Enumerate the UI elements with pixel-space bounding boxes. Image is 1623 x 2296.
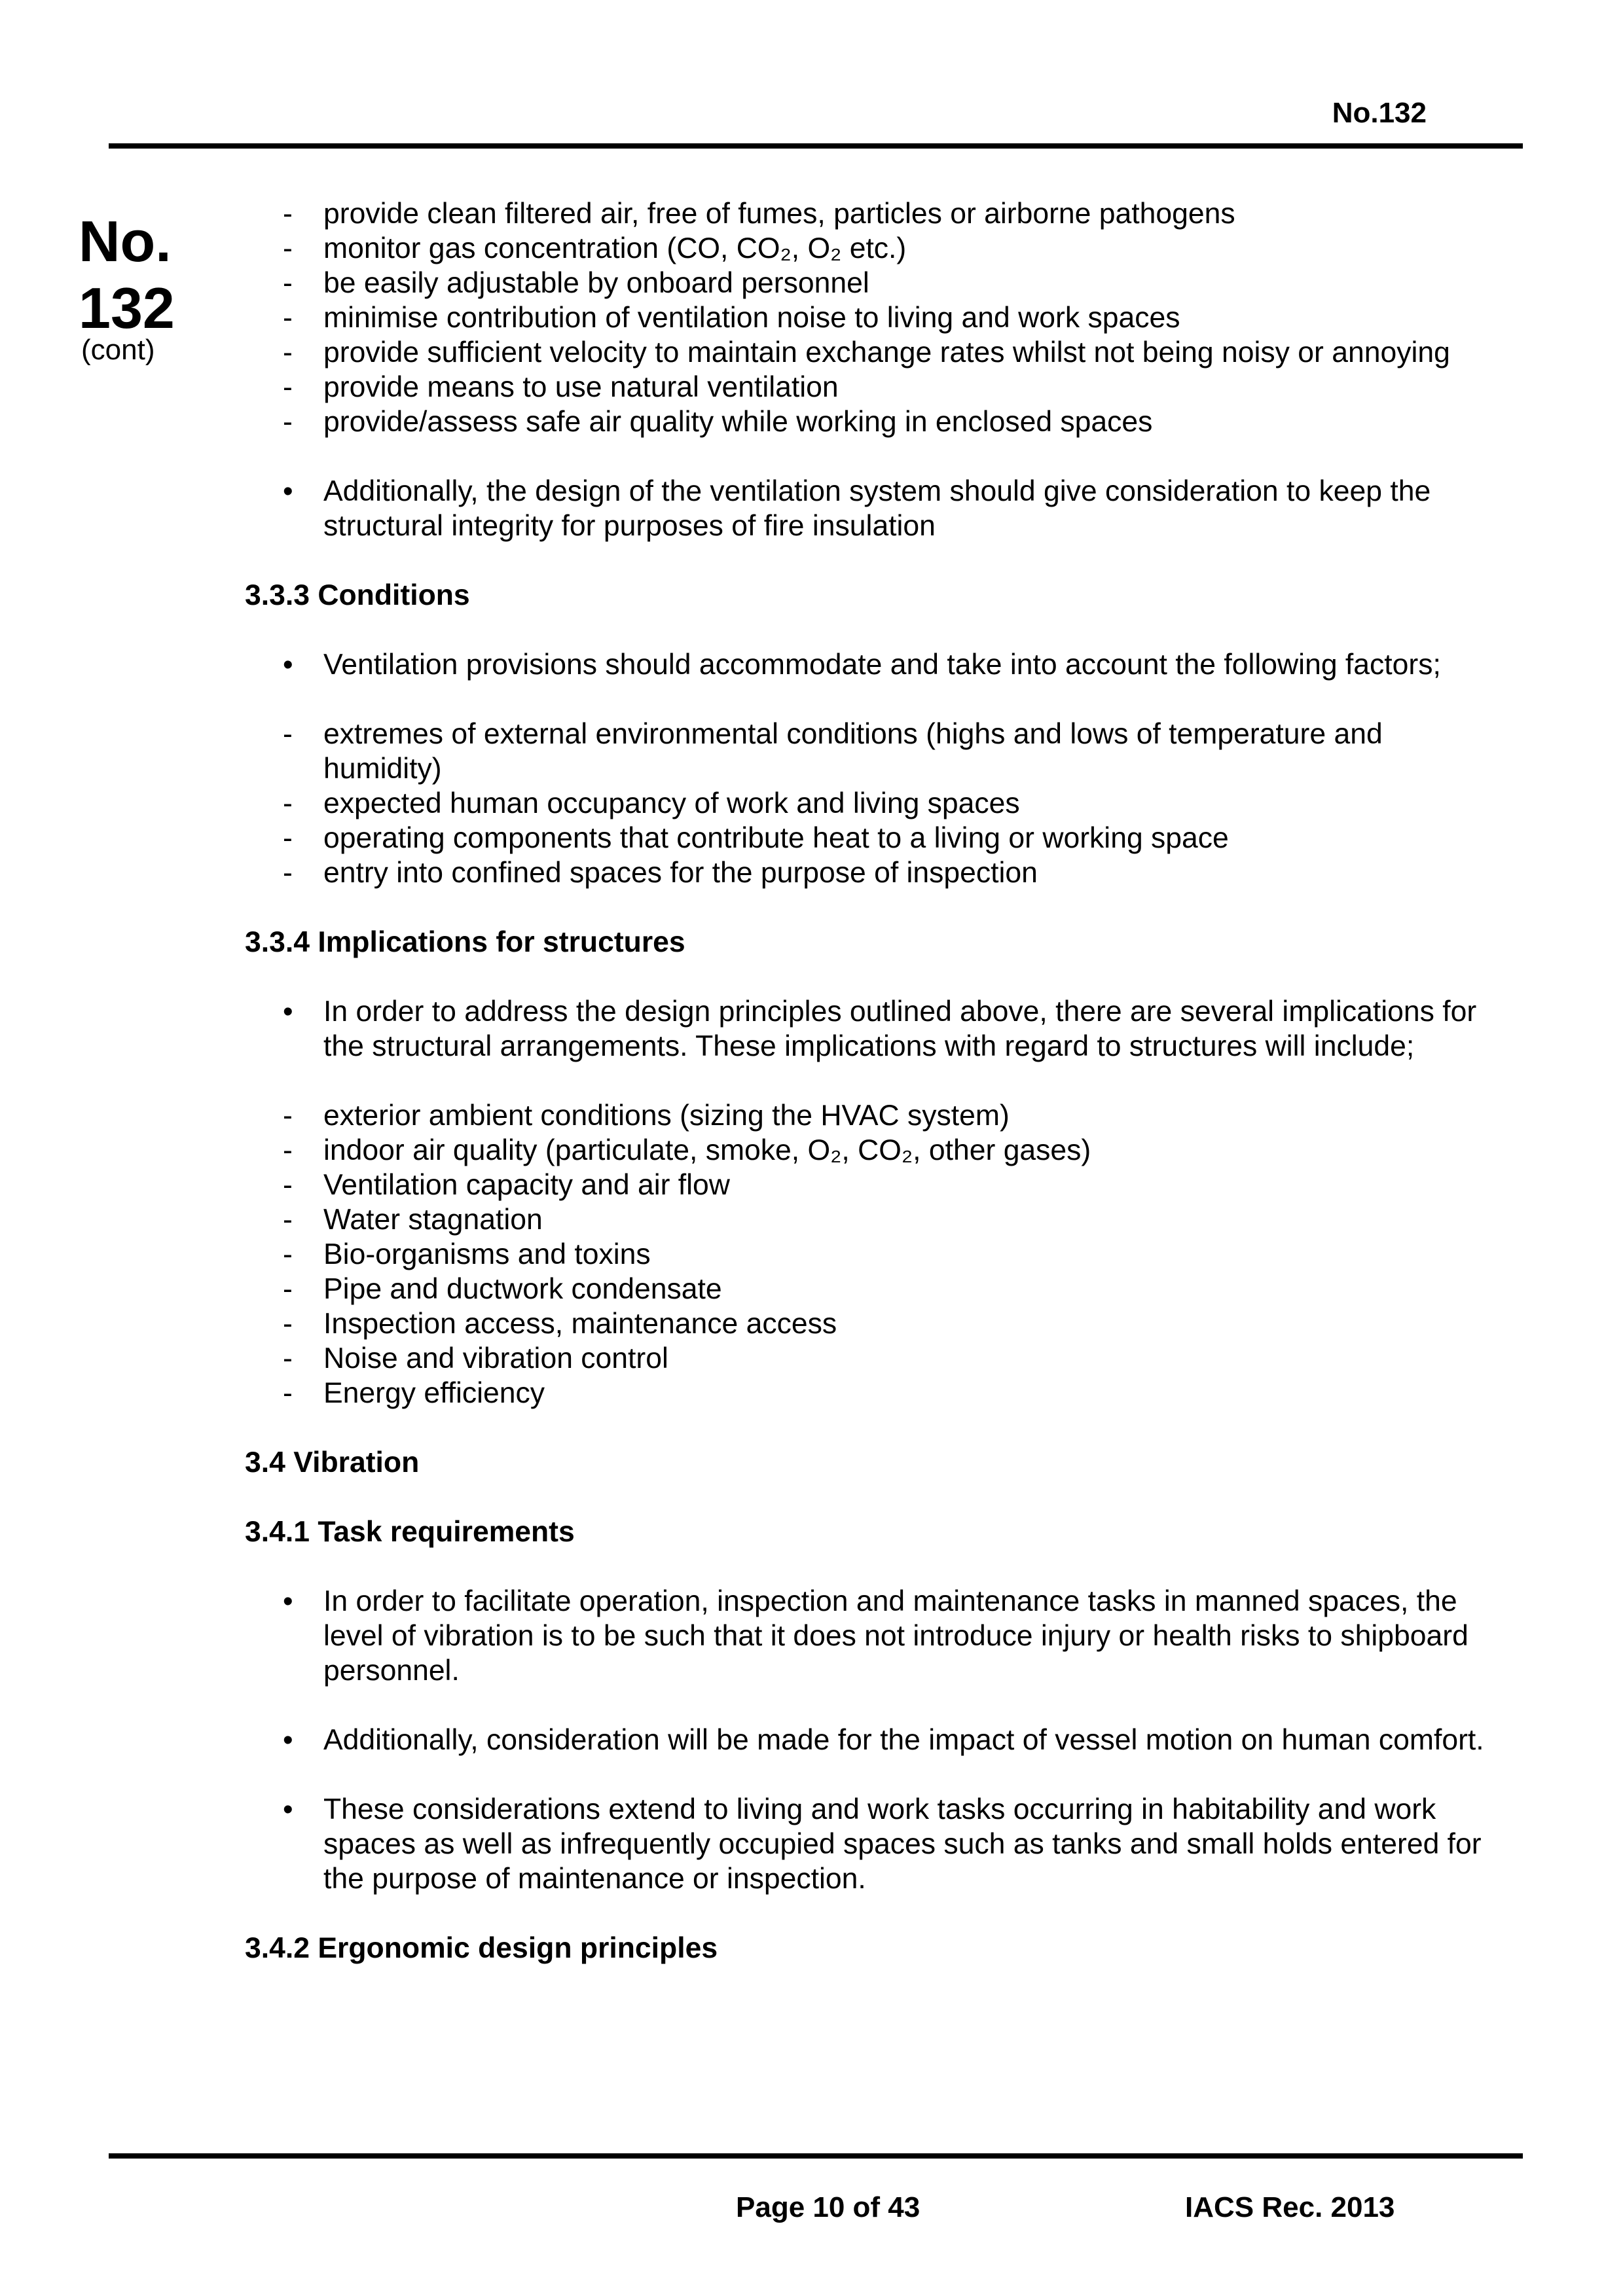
list-item: - indoor air quality (particulate, smoke, O₂, CO₂, other gases): [245, 1133, 1489, 1168]
list-item: - be easily adjustable by onboard personnel: [245, 266, 1489, 300]
list-item: - Ventilation capacity and air flow: [245, 1168, 1489, 1202]
list-item: - provide means to use natural ventilation: [245, 370, 1489, 404]
list-item: - minimise contribution of ventilation noise to living and work spaces: [245, 300, 1489, 335]
header-doc-number: No.132: [1332, 97, 1427, 129]
footer-rule: [109, 2153, 1523, 2159]
sidebar-number: 132: [79, 276, 175, 340]
list-item: - provide clean filtered air, free of fumes, particles or airborne pathogens: [245, 196, 1489, 231]
list-item: - Inspection access, maintenance access: [245, 1306, 1489, 1341]
header-rule: [109, 143, 1523, 149]
document-body: [245, 196, 1489, 1965]
list-item: - exterior ambient conditions (sizing the HVAC system): [245, 1098, 1489, 1133]
bullet-item: • In order to address the design principles outlined above, there are several implications for the structural arrangements. These implications with regard to structures will include;: [245, 994, 1489, 1064]
list-item: - extremes of external environmental conditions (highs and lows of temperature and humidity): [245, 717, 1489, 786]
list-item: - Energy efficiency: [245, 1376, 1489, 1410]
bullet-item: • These considerations extend to living and work tasks occurring in habitability and work spaces as well as infrequently occupied spaces such as tanks and small holds entered for the purpose of maintenance or inspection.: [245, 1792, 1489, 1896]
bullet-item: • Additionally, the design of the ventilation system should give consideration to keep the structural integrity for purposes of fire insulation: [245, 474, 1489, 543]
section-heading-3-4-2: 3.4.2 Ergonomic design principles: [245, 1932, 718, 1964]
list-item: - entry into confined spaces for the purpose of inspection: [245, 855, 1489, 890]
bullet-item: • In order to facilitate operation, inspection and maintenance tasks in manned spaces, the level of vibration is to be such that it does not introduce injury or health risks to shipboard personnel.: [245, 1584, 1489, 1688]
footer-rec: IACS Rec. 2013: [1185, 2191, 1395, 2223]
list-item: - Noise and vibration control: [245, 1341, 1489, 1376]
list-item: - provide/assess safe air quality while working in enclosed spaces: [245, 404, 1489, 439]
intro-list: [245, 196, 1489, 439]
section-heading-3-3-4: 3.3.4 Implications for structures: [245, 926, 685, 958]
list-item: - Bio-organisms and toxins: [245, 1237, 1489, 1272]
list-item: - Water stagnation: [245, 1202, 1489, 1237]
list-item: - operating components that contribute heat to a living or working space: [245, 821, 1489, 855]
list-item: - provide sufficient velocity to maintain exchange rates whilst not being noisy or annoying: [245, 335, 1489, 370]
list-item: - monitor gas concentration (CO, CO₂, O₂ etc.): [245, 231, 1489, 266]
sidebar-no: No.: [79, 209, 172, 274]
section-heading-3-3-3: 3.3.3 Conditions: [245, 579, 470, 611]
list-item: - expected human occupancy of work and living spaces: [245, 786, 1489, 821]
section-heading-3-4-1: 3.4.1 Task requirements: [245, 1516, 575, 1548]
list-item: - Pipe and ductwork condensate: [245, 1272, 1489, 1306]
section-heading-3-4: 3.4 Vibration: [245, 1446, 420, 1479]
footer-page-number: Page 10 of 43: [736, 2191, 921, 2223]
sidebar-cont: (cont): [81, 334, 155, 366]
bullet-item: • Ventilation provisions should accommodate and take into account the following factors;: [245, 647, 1489, 682]
bullet-item: • Additionally, consideration will be made for the impact of vessel motion on human comfort.: [245, 1723, 1489, 1757]
sidebar-label: [79, 208, 175, 342]
